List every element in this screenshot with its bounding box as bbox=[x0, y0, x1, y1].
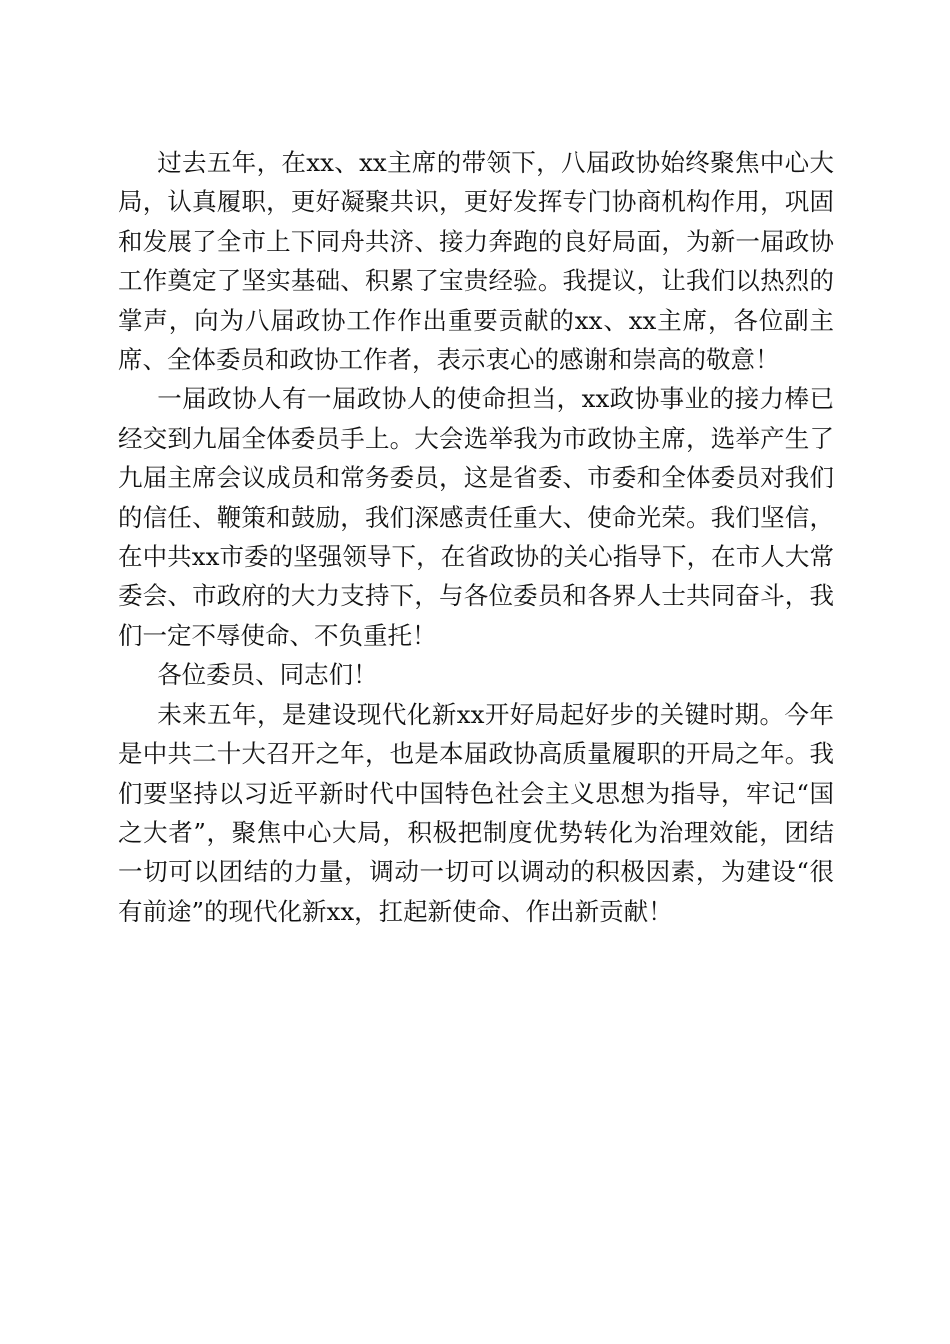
paragraph-mission: 一届政协人有一届政协人的使命担当，xx政协事业的接力棒已经交到九届全体委员手上。大会选举我为市政协主席，选举产生了九届主席会议成员和常务委员，这是省委、市委和全体委员对我们的信任、鞭策和鼓励，我们深感责任重大、使命光荣。我们坚信，在中共xx市委的坚强领导下，在省政协的关心指导下，在市人大常委会、市政府的大力支持下，与各位委员和各界人士共同奋斗，我们一定不辱使命、不负重托！ bbox=[118, 384, 834, 650]
paragraph-salutation: 各位委员、同志们！ bbox=[157, 660, 378, 690]
paragraph-tribute: 过去五年，在xx、xx主席的带领下，八届政协始终聚焦中心大局，认真履职，更好凝聚共识，更好发挥专门协商机构作用，巩固和发展了全市上下同舟共济、接力奔跑的良好局面，为新一届政协工作奠定了坚实基础、积累了宝贵经验。我提议，让我们以热烈的掌声，向为八届政协工作作出重要贡献的xx、xx主席，各位副主席、全体委员和政协工作者，表示衷心的感谢和崇高的敬意！ bbox=[118, 148, 834, 375]
paragraph-future: 未来五年，是建设现代化新xx开好局起好步的关键时期。今年是中共二十大召开之年，也是本届政协高质量履职的开局之年。我们要坚持以习近平新时代中国特色社会主义思想为指导，牢记“国之大者”，聚焦中心大局，积极把制度优势转化为治理效能，团结一切可以团结的力量，调动一切可以调动的积极因素，为建设“很有前途”的现代化新xx，扛起新使命、作出新贡献！ bbox=[118, 699, 834, 926]
document-body bbox=[118, 143, 834, 931]
